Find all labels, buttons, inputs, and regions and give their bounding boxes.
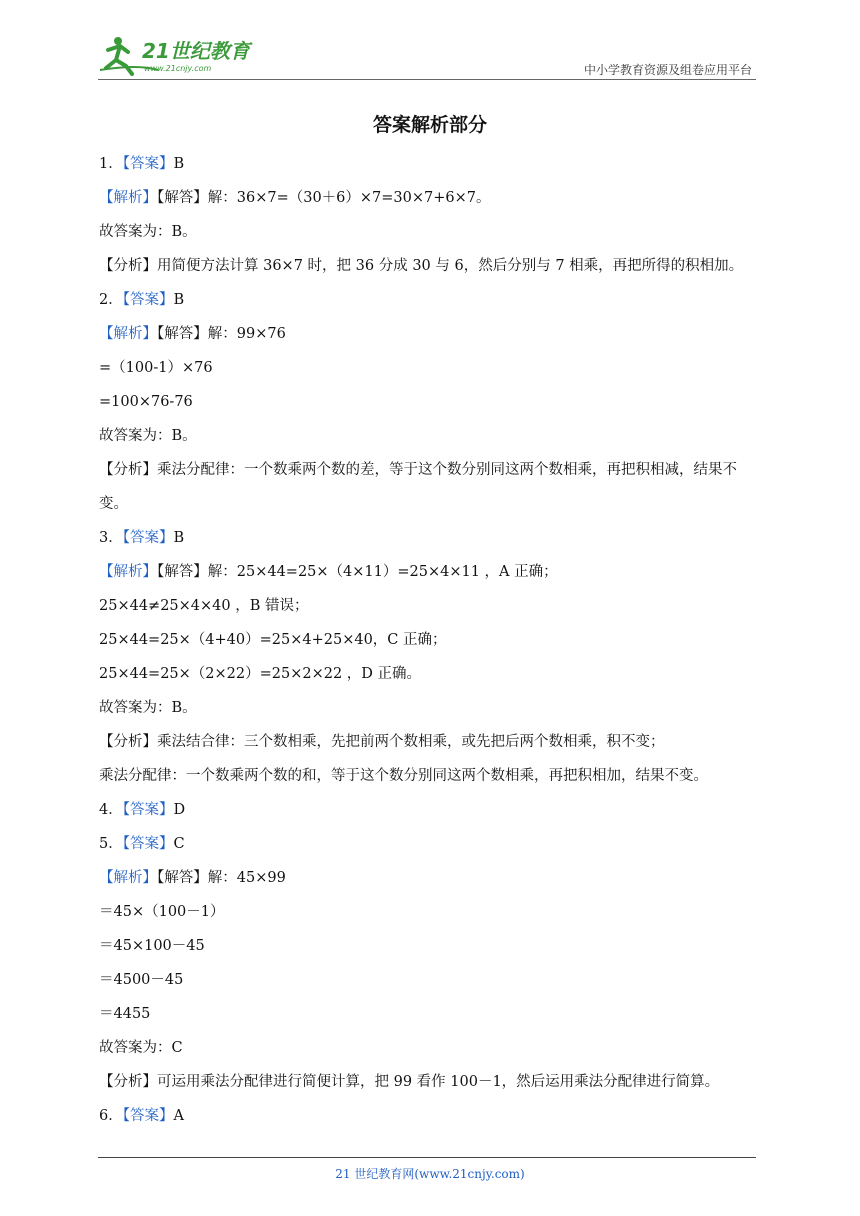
answer-text: =（100-1）×76 [99, 360, 213, 376]
answer-text: 2． [99, 292, 123, 308]
answer-line [99, 793, 764, 827]
answer-tag: 【答案】 [122, 836, 174, 852]
answer-text: B [173, 292, 185, 308]
answer-line [99, 453, 764, 521]
answer-line [99, 929, 764, 963]
answer-line [99, 351, 764, 385]
answer-text: 【分析】乘法结合律：三个数相乘，先把前两个数相乘，或先把后两个数相乘，积不变； [99, 734, 665, 750]
answer-text: 【分析】可运用乘法分配律进行简便计算，把 99 看作 100－1，然后运用乘法分配律进行简算。 [99, 1074, 720, 1090]
answer-text: ＝4500－45 [99, 972, 184, 988]
answer-text: 故答案为：B。 [99, 428, 197, 444]
answer-tag: 【答案】 [122, 292, 174, 308]
header-platform-text: 中小学教育资源及组卷应用平台 [583, 63, 752, 77]
answer-text: =100×76-76 [99, 394, 193, 410]
answer-line [99, 283, 764, 317]
answer-line [99, 759, 764, 793]
answer-text: 故答案为：B。 [99, 700, 197, 716]
answer-tag: 【答案】 [122, 802, 174, 818]
answer-tag: 【答案】 [122, 1108, 174, 1124]
answer-line [99, 521, 764, 555]
footer-divider [98, 1157, 756, 1158]
answer-line [99, 827, 764, 861]
logo-url: www.21cnjy.com [144, 64, 212, 73]
header-divider [98, 79, 756, 80]
answer-text: 6． [99, 1108, 123, 1124]
answer-line [99, 215, 764, 249]
answer-text: D [173, 802, 186, 818]
answer-text: 1． [99, 156, 123, 172]
logo-21cnjy [98, 34, 258, 76]
answer-text: 【解答】解：99×76 [157, 326, 286, 342]
answer-text: C [173, 836, 185, 852]
answer-text: 25×44=25×（2×22）=25×2×22 ，D 正确。 [99, 666, 422, 682]
answer-line [99, 419, 764, 453]
answer-text: 25×44=25×（4+40）=25×4+25×40，C 正确； [99, 632, 447, 648]
answer-line [99, 657, 764, 691]
answer-text: B [173, 156, 185, 172]
answer-text: B [173, 530, 185, 546]
answer-text: 故答案为：C [99, 1040, 183, 1056]
answer-text: ＝4455 [99, 1006, 151, 1022]
answer-text: ＝45×（100－1） [99, 904, 225, 920]
answer-text: 【解答】解：25×44=25×（4×11）=25×4×11 ，A 正确； [157, 564, 558, 580]
answer-line [99, 249, 764, 283]
footer-text: 21 世纪教育网(www.21cnjy.com) [335, 1167, 525, 1181]
answer-text: ＝45×100－45 [99, 938, 205, 954]
answer-line [99, 181, 764, 215]
answer-text: 5． [99, 836, 123, 852]
logo-text: 21世纪教育 [142, 39, 250, 63]
answer-text: 25×44≠25×4×40 ，B 错误； [99, 598, 309, 614]
svg-text:21世纪教育 [142, 39, 253, 63]
answer-line [99, 385, 764, 419]
answer-tag: 【答案】 [122, 530, 174, 546]
answer-tag: 【解析】 [99, 564, 157, 580]
answer-tag: 【解析】 [99, 870, 157, 886]
answer-line [99, 895, 764, 929]
answer-text: A [173, 1108, 184, 1124]
answer-text: 【分析】乘法分配律：一个数乘两个数的差，等于这个数分别同这两个数相乘，再把积相减，结果不变。 [99, 462, 737, 512]
page-header [98, 30, 756, 80]
answer-line [99, 147, 764, 181]
answer-line [99, 691, 764, 725]
answer-line [99, 317, 764, 351]
answer-content [99, 147, 764, 1133]
answer-text: 3． [99, 530, 123, 546]
answer-line [99, 1031, 764, 1065]
answer-line [99, 1099, 764, 1133]
page-title: 答案解析部分 [372, 114, 487, 136]
answer-line [99, 1065, 764, 1099]
answer-text: 【解答】解：36×7=（30＋6）×7=30×7+6×7。 [157, 190, 491, 206]
answer-line [99, 963, 764, 997]
answer-text: 【分析】用简便方法计算 36×7 时，把 36 分成 30 与 6，然后分别与 7 相乘，再把所得的积相加。 [99, 258, 744, 274]
answer-tag: 【解析】 [99, 326, 157, 342]
answer-text: 【解答】解：45×99 [157, 870, 286, 886]
answer-line [99, 725, 764, 759]
answer-text: 故答案为：B。 [99, 224, 197, 240]
answer-line [99, 589, 764, 623]
answer-line [99, 555, 764, 589]
svg-text:www.21cnjy.com [144, 64, 211, 73]
answer-text: 4． [99, 802, 123, 818]
answer-line [99, 997, 764, 1031]
answer-text: 乘法分配律：一个数乘两个数的和，等于这个数分别同这两个数相乘，再把积相加，结果不变。 [99, 768, 708, 784]
answer-tag: 【解析】 [99, 190, 157, 206]
answer-line [99, 861, 764, 895]
answer-tag: 【答案】 [122, 156, 174, 172]
answer-line [99, 623, 764, 657]
